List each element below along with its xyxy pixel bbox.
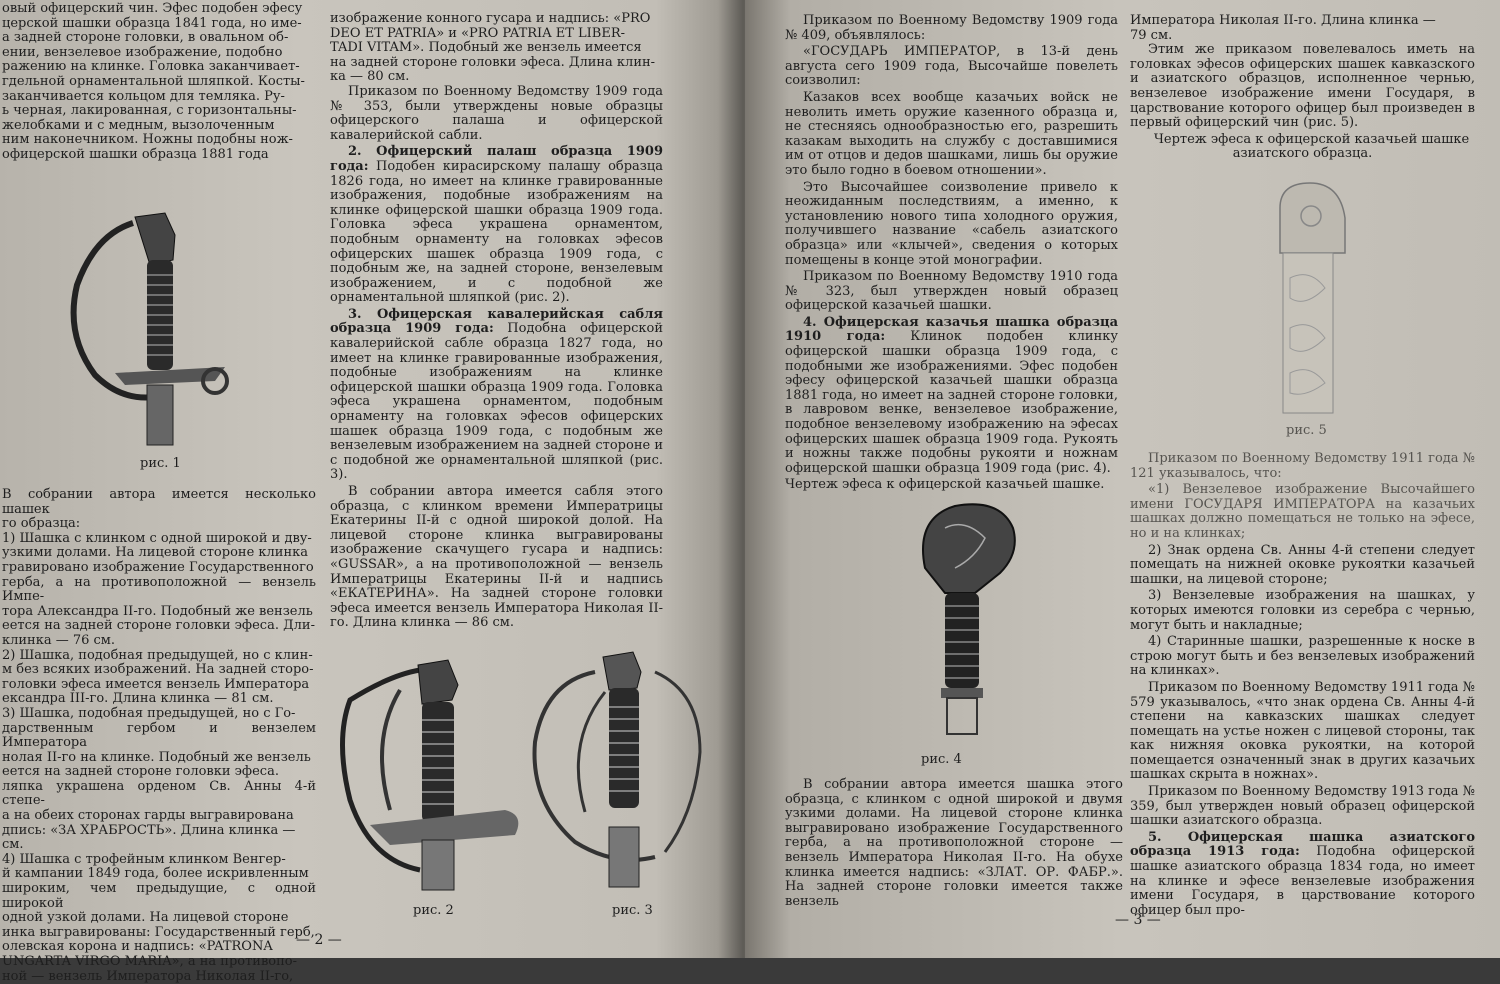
left-col1-top-line: ражению на клинке. Головка заканчивает- (2, 59, 300, 75)
saber-heading: 3. Офицерская кавалерийская сабля образца 1909 года: (330, 306, 663, 337)
pallash-heading: 2. Офицерский палаш образца 1909 года: (330, 144, 663, 174)
left-col1-bottom-line: нолая II-го на клинке. Подобный же вензель (2, 749, 311, 765)
drawing-caption-cossack: Чертеж эфеса к офицерской казачьей шашке. (785, 477, 1105, 493)
figure-2-pallash-hilt (330, 660, 530, 895)
asian-shashka-1913-paragraph (1130, 831, 1475, 919)
saber-body: Подобна офицерской кавалерийской сабле образца 1827 года, но имеет на клинке гравированные изображения, подобные изображениям на клинке офицерской шашки образца 1909 года. Головка эфеса украшена орнаментом, подобным орнаменту на головках эфесов офицерских шашек образца 1909 года, с подобным же вензелевым изображением на задней стороне и с подобной же орнаментальной шляпкой (рис. 3). (330, 321, 663, 483)
left-col2-line: изображение конного гусара и надпись: «PRO (330, 11, 651, 26)
left-col1-bottom-line: 4) Шашка с трофейным клинком Венгер- (2, 851, 286, 867)
left-col1-bottom-line: гравировано изображение Государственного (2, 559, 314, 575)
rule-4-paragraph: 4) Старинные шашки, разрешенные к носке в строю могут быть и без вензелевых изображений на клинках». (1130, 634, 1475, 679)
left-col2-line: ка — 80 см. (330, 69, 410, 85)
left-col2-line: TADI VITAM». Подобный же вензель имеется (330, 40, 642, 56)
figure-5-asian-hilt (1265, 178, 1355, 418)
left-col1-bottom-line: широким, чем предыдущие, с одной широкой (2, 881, 316, 911)
left-col1-bottom-line: еется на задней стороне головки эфеса. (2, 764, 279, 780)
left-col1-bottom-line: головки эфеса имеется вензель Императора (2, 676, 310, 692)
right-col1-text (785, 14, 1118, 495)
left-col1-bottom-line: герба, а на противоположной — вензель Импе- (2, 574, 316, 605)
figure-1-saber-hilt (55, 205, 235, 450)
order-1909-409-paragraph: Приказом по Военному Ведомству 1909 года № 409, объявлялось: (785, 13, 1118, 43)
right-col2-top-line: Императора Николая II-го. Длина клинка — (1130, 13, 1436, 28)
figure-4-caption: рис. 4 (921, 752, 962, 767)
order-1910-paragraph: Приказом по Военному Ведомству 1910 года № 323, был утвержден новый образец офицерской казачьей шашки. (785, 269, 1118, 314)
page-number-right: — 3 — (1115, 912, 1161, 928)
pallash-body: Подобен кирасирскому палашу образца 1826 года, но имеет на клинке гравированные изображения, подобные изображениям на клинке офицерской шашки образца 1909 года. Головка эфеса украшена орнаментом, подобным орнаменту на головках эфесов офицерских шашек образца 1909 года, с подобным же, на задней стороне, вензелевым изображением, и с подобной же орнаментальной шляпкой (рис. 2). (330, 158, 663, 306)
left-col1-bottom-line: а на обеих сторонах гарды выгравирована (2, 808, 294, 824)
left-col1-bottom-line: еется на задней стороне головки эфеса. Дли- (2, 618, 315, 634)
cossack-shashka-1910-paragraph (785, 316, 1118, 477)
left-col1-bottom-line: В собрании автора имеется несколько шашек (2, 487, 316, 517)
right-col2-text (1130, 14, 1475, 164)
asian-shashka-heading: 5. Офицерская шашка азиатского образца 1913 года: (1130, 829, 1475, 860)
left-col1-bottom-line: клинка — 76 см. (2, 632, 116, 648)
left-col1-top-line: офицерской шашки образца 1881 года (2, 146, 269, 162)
cossack-shashka-heading: 4. Офицерская казачья шашка образца 1910 года: (785, 314, 1118, 345)
right-col2-bottom-text (1130, 452, 1475, 920)
emperor-quote-paragraph: «ГОСУДАРЬ ИМПЕРАТОР, в 13-й день августа сего 1909 года, Высочайше повелеть соизволил: (785, 44, 1118, 89)
left-col2-line: DEO ET PATRIA» и «PRO PATRIA ET LIBER- (330, 25, 626, 41)
monogram-order-paragraph: Этим же приказом повелевалось иметь на головках эфесов офицерских шашек кавказского и азиатского образцов, исполненное чернью, вензелевое изображение имени Государя, в царствование которого офицер был произведен в первый офицерский чин (рис. 5). (1130, 42, 1475, 131)
left-col1-bottom-line: узкими долами. На лицевой стороне клинка (2, 545, 308, 561)
left-col1-top-line: гдельной орнаментальной шляпкой. Косты- (2, 73, 305, 89)
left-col1-bottom-line: й кампании 1849 года, более искривленным (2, 866, 309, 882)
left-col1-top-line: церской шашки образца 1841 года, но име- (2, 15, 302, 31)
order-1913-paragraph: Приказом по Военному Ведомству 1913 года № 359, был утвержден новый образец офицерской шашки азиатского образца. (1130, 784, 1475, 829)
left-col1-bottom-line: UNGARTA VIRGO MARIA», а на противопо- (2, 954, 297, 969)
left-col1-top-line: овый офицерский чин. Эфес подобен эфесу (2, 1, 303, 16)
left-col1-top-line: ним наконечником. Ножны подобны нож- (2, 132, 293, 148)
left-col1-top-line: заканчивается кольцом для темляка. Ру- (2, 88, 285, 104)
pallash-1909-paragraph (330, 145, 663, 306)
left-col1-bottom-line: 2) Шашка, подобная предыдущей, но с клин- (2, 647, 313, 663)
left-col1-top-line: а задней стороне головки, в овальном об- (2, 30, 289, 46)
left-col1-bottom-line: инка выгравированы: Государственный герб, (2, 924, 315, 940)
right-col1-bottom-text (785, 778, 1123, 911)
left-col1-bottom-line: одной узкой долами. На лицевой стороне (2, 910, 289, 926)
left-col1-bottom-line: 1) Шашка с клинком с одной широкой и дву- (2, 530, 312, 546)
left-col1-bottom-line: ляпка украшена орденом Св. Анны 4-й степе- (2, 778, 316, 809)
left-col1-top-line: ь черная, лакированная, с горизонтальны- (2, 103, 297, 119)
asian-shashka-body: Подобна офицерской шашке азиатского образца 1834 года, но имеет на клинке и эфесе вензелевые изображения имени Государя, в царствование которого офицер был про- (1130, 844, 1475, 918)
left-col1-bottom-line: тора Александра II-го. Подобный же вензель (2, 603, 313, 619)
order-1909-paragraph: Приказом по Военному Ведомству 1909 года № 353, были утверждены новые образцы офицерского палаша и офицерской кавалерийской сабли. (330, 83, 663, 143)
figure-3-caption: рис. 3 (612, 903, 653, 918)
left-col1-bottom-line: го образца: (2, 516, 81, 532)
drawing-caption-asian: Чертеж эфеса к офицерской казачьей шашке азиатского образца. (1153, 131, 1470, 162)
left-col1-bottom-line: см. (2, 837, 24, 853)
cossacks-paragraph: Казаков всех вообще казачьих войск не неволить иметь оружие казенного образца и, не стесняясь однообразностью его, разрешить казакам выходить на службу с доставшимися им от отцов и дедов шашками, лишь бы оружие это было годно в боевом отношении». (785, 89, 1118, 178)
left-col1-bottom-line: олевская корона и надпись: «PATRONA (2, 939, 273, 955)
left-col1-bottom-line: м без всяких изображений. На задней сторо- (2, 662, 314, 678)
order-1911-579-paragraph: Приказом по Военному Ведомству 1911 года № 579 указывалось, «что знак ордена Св. Анны 4-й степени на кавказских шашках следует помещать на устье ножен с лицевой стороны, так как нижняя оковка рукоятки, на которой помещается означенный знак в других казачьих шашках скрыта в ножнах». (1130, 679, 1475, 783)
saber-1909-paragraph (330, 308, 663, 483)
left-col1-top-line: желобками и с медным, вызолоченным (2, 117, 275, 133)
left-col2-line: на задней стороне головки эфеса. Длина клин- (330, 54, 656, 70)
figure-2-caption: рис. 2 (413, 903, 454, 918)
order-1911-121-paragraph: Приказом по Военному Ведомству 1911 года № 121 указывалось, что: (1130, 451, 1475, 481)
rule-2-paragraph: 2) Знак ордена Св. Анны 4-й степени следует помещать на нижней оковке рукоятки казачьей шашки, на лицевой стороне; (1130, 542, 1475, 587)
left-col1-bottom-line: 3) Шашка, подобная предыдущей, но с Го- (2, 705, 296, 721)
left-col1-top-line: ении, вензелевое изображение, подобно (2, 44, 283, 60)
left-col1-bottom-text (2, 488, 316, 984)
figure-1-caption: рис. 1 (140, 456, 181, 471)
figure-3-saber-hilt (525, 652, 715, 892)
left-col1-bottom-line: дпись: «ЗА ХРАБРОСТЬ». Длина клинка — (2, 822, 296, 838)
right-col2-continuation (1130, 14, 1475, 43)
left-col1-bottom-line: ександра III-го. Длина клинка — 81 см. (2, 691, 274, 707)
collection-paragraph: В собрании автора имеется сабля этого образца, с клинком времени Императрицы Екатерины II-й с одной широкой долой. На лицевой стороне клинка выгравированы изображение скачущего гусара и надпись: «GUSSAR», а на противоположной — вензель Императрицы Екатерины II-й и надпись «ЕКАТЕРИНА». На задней стороне головки эфеса имеется вензель Императора Николая II-го. Длина клинка — 86 см. (330, 484, 663, 631)
right-page (745, 0, 1500, 958)
consequences-paragraph: Это Высочайшее соизволение привело к неожиданным последствиям, а именно, к установлению нового типа холодного оружия, получившего название «сабель азиатского образца» или «клычей», сведения о которых помещены в конце этой монографии. (785, 179, 1118, 268)
left-col1-bottom-line: ной — вензель Императора Николая II-го, (2, 968, 294, 984)
left-col2-continuation (330, 12, 663, 85)
figure-5-caption: рис. 5 (1286, 423, 1327, 438)
left-col1-bottom-line: дарственным гербом и вензелем Императора (2, 720, 316, 751)
left-col2-text (330, 12, 663, 633)
figure-4-cossack-hilt (905, 498, 1025, 738)
right-col2-top-line: 79 см. (1130, 27, 1173, 43)
cossack-shashka-body: Клинок подобен клинку офицерской шашки образца 1909 года, с подобными же изображениями. Эфес подобен эфесу офицерской казачьей шашки образца 1881 года, но имеет на задней стороне головки, в лавровом венке, вензелевое изображение, подобное вензелевому изображению на эфесах офицерских шашек образца 1909 года. Рукоять и ножны также подобны рукояти и ножнам офицерской шашки образца 1909 года (рис. 4). (785, 329, 1119, 476)
collection-shashka-paragraph: В собрании автора имеется шашка этого образца, с клинком с одной широкой и двумя узкими долами. На лицевой стороне клинка выгравировано изображение Государственного герба, а на противоположной стороне — вензель Императора Николая II-го. На обухе клинка имеется надпись: «ЗЛАТ. ОР. ФАБР.». На задней стороне головки имеется также вензель (785, 777, 1123, 909)
rule-3-paragraph: 3) Вензелевые изображения на шашках, у которых имеются головки из серебра с чернью, могут быть и накладные; (1130, 588, 1475, 633)
page-number-left: — 2 — (296, 932, 342, 948)
left-col1-top-text (2, 2, 314, 163)
left-page (0, 0, 745, 984)
rule-1-paragraph: «1) Вензелевое изображение Высочайшего имени ГОСУДАРЯ ИМПЕРАТОРА на казачьих шашках должно помещаться не только на эфесе, но и на клинках; (1130, 482, 1475, 541)
